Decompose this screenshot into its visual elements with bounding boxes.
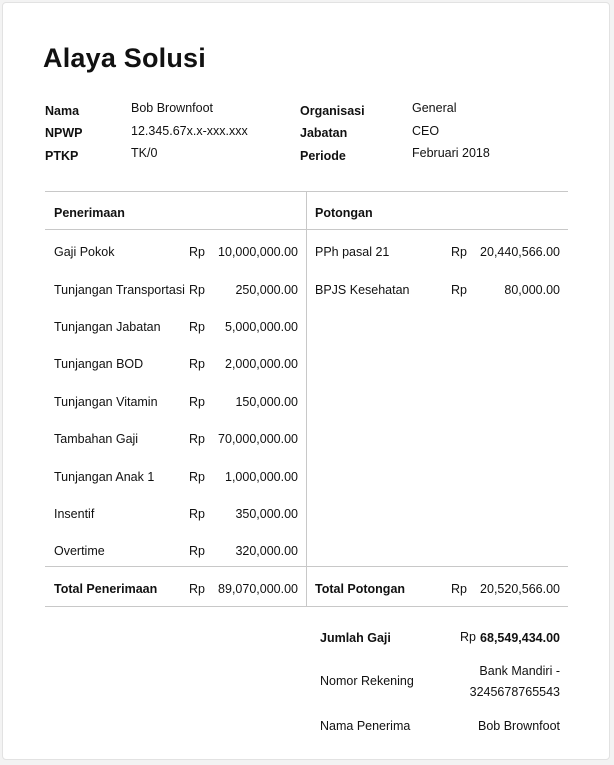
earnings-item-currency: Rp (189, 357, 205, 371)
info-label-jabatan: Jabatan (300, 126, 348, 140)
total-earnings-label: Total Penerimaan (54, 582, 158, 596)
net-salary-amount: 68,549,434.00 (480, 631, 560, 645)
deductions-item-amount: 20,440,566.00 (480, 245, 560, 259)
earnings-item-amount: 70,000,000.00 (218, 432, 298, 446)
earnings-item-name: Tunjangan Anak 1 (54, 470, 155, 484)
earnings-item-currency: Rp (189, 245, 205, 259)
info-value-nama: Bob Brownfoot (131, 101, 213, 115)
info-label-ptkp: PTKP (45, 149, 79, 163)
recipient-name-value: Bob Brownfoot (478, 719, 560, 733)
recipient-name-label: Nama Penerima (320, 719, 411, 733)
earnings-item-amount: 1,000,000.00 (225, 470, 298, 484)
deductions-item-currency: Rp (451, 245, 467, 259)
info-label-organisasi: Organisasi (300, 104, 365, 118)
earnings-item-amount: 10,000,000.00 (218, 245, 298, 259)
info-label-nama: Nama (45, 104, 80, 118)
earnings-item-name: Overtime (54, 544, 105, 558)
total-earnings-currency: Rp (189, 582, 205, 596)
earnings-item-name: Tambahan Gaji (54, 432, 139, 446)
earnings-item-currency: Rp (189, 395, 205, 409)
total-earnings-amount: 89,070,000.00 (218, 582, 298, 596)
earnings-item-name: Gaji Pokok (54, 245, 115, 259)
earnings-item-currency: Rp (189, 432, 205, 446)
account-number-label: Nomor Rekening (320, 674, 414, 688)
info-value-npwp: 12.345.67x.x-xxx.xxx (131, 124, 248, 138)
total-deductions-currency: Rp (451, 582, 467, 596)
net-salary-currency: Rp (460, 630, 476, 644)
earnings-item-name: Tunjangan Vitamin (54, 395, 158, 409)
earnings-item-name: Tunjangan Transportasi (54, 283, 185, 297)
earnings-item-currency: Rp (189, 470, 205, 484)
deductions-item-name: BPJS Kesehatan (315, 283, 410, 297)
info-value-jabatan: CEO (412, 124, 440, 138)
earnings-item-currency: Rp (189, 283, 205, 297)
info-value-periode: Februari 2018 (412, 146, 490, 160)
earnings-item-currency: Rp (189, 507, 205, 521)
table-column-divider (306, 191, 307, 606)
info-value-organisasi: General (412, 101, 457, 115)
earnings-item-currency: Rp (189, 544, 205, 558)
deductions-header: Potongan (315, 206, 373, 220)
earnings-item-amount: 250,000.00 (235, 283, 298, 297)
net-salary-label: Jumlah Gaji (320, 631, 391, 645)
earnings-item-amount: 350,000.00 (235, 507, 298, 521)
total-deductions-label: Total Potongan (315, 582, 406, 596)
earnings-item-name: Insentif (54, 507, 95, 521)
earnings-item-currency: Rp (189, 320, 205, 334)
account-number-value: 3245678765543 (469, 685, 560, 699)
earnings-item-amount: 5,000,000.00 (225, 320, 298, 334)
table-bottom-border (45, 606, 568, 607)
total-deductions-amount: 20,520,566.00 (480, 582, 560, 596)
earnings-item-name: Tunjangan BOD (54, 357, 144, 371)
info-label-npwp: NPWP (45, 126, 83, 140)
deductions-item-currency: Rp (451, 283, 467, 297)
earnings-item-amount: 150,000.00 (235, 395, 298, 409)
info-value-ptkp: TK/0 (131, 146, 158, 160)
earnings-item-name: Tunjangan Jabatan (54, 320, 161, 334)
deductions-item-amount: 80,000.00 (504, 283, 560, 297)
deductions-item-name: PPh pasal 21 (315, 245, 390, 259)
earnings-item-amount: 320,000.00 (235, 544, 298, 558)
earnings-header: Penerimaan (54, 206, 125, 220)
account-bank-name: Bank Mandiri - (479, 664, 560, 678)
earnings-item-amount: 2,000,000.00 (225, 357, 298, 371)
info-label-periode: Periode (300, 149, 346, 163)
company-name: Alaya Solusi (43, 43, 206, 73)
